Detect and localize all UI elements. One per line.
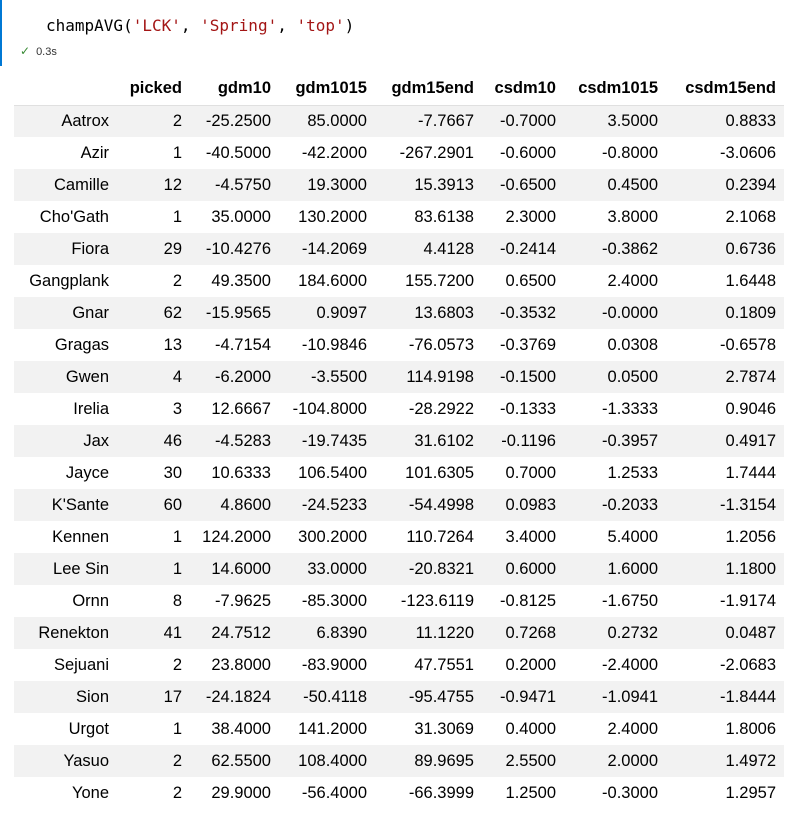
table-cell: 0.0308 xyxy=(607,335,658,354)
dataframe-table xyxy=(14,73,784,809)
table-cell: 3.8000 xyxy=(607,207,658,226)
table-cell: -10.4276 xyxy=(205,239,271,258)
table-cell: 0.6000 xyxy=(505,559,556,578)
execution-status xyxy=(20,44,57,58)
table-cell: -0.8125 xyxy=(500,591,556,610)
table-cell: 141.2000 xyxy=(298,719,367,738)
code-editor[interactable] xyxy=(46,16,354,35)
row-index-label: Irelia xyxy=(73,399,109,418)
table-row xyxy=(14,777,784,809)
table-cell: -28.2922 xyxy=(408,399,474,418)
table-cell: -54.4998 xyxy=(408,495,474,514)
table-cell: 31.3069 xyxy=(414,719,474,738)
table-row xyxy=(14,713,784,745)
row-index-label: Gnar xyxy=(72,303,109,322)
table-cell: 83.6138 xyxy=(414,207,474,226)
table-cell: 15.3913 xyxy=(414,175,474,194)
table-cell: 1.8006 xyxy=(725,719,776,738)
table-cell: 8 xyxy=(172,591,182,610)
table-row xyxy=(14,169,784,201)
table-cell: 3 xyxy=(172,399,182,418)
table-cell: 2.1068 xyxy=(725,207,776,226)
cell-focus-bar xyxy=(0,0,2,66)
table-cell: -1.9174 xyxy=(720,591,776,610)
table-cell: 4.8600 xyxy=(220,495,271,514)
table-cell: -0.2414 xyxy=(500,239,556,258)
table-cell: -4.5283 xyxy=(215,431,271,450)
table-cell: -3.0606 xyxy=(720,143,776,162)
table-cell: -95.4755 xyxy=(408,687,474,706)
table-cell: -7.7667 xyxy=(418,111,474,130)
table-cell: 1 xyxy=(172,719,182,738)
row-index-label: Camille xyxy=(53,175,109,194)
table-cell: -267.2901 xyxy=(399,143,474,162)
table-cell: 0.4500 xyxy=(607,175,658,194)
execution-time: 0.3s xyxy=(36,46,57,58)
table-cell: 0.0983 xyxy=(505,495,556,514)
row-index-label: Urgot xyxy=(68,719,109,738)
table-cell: -0.3532 xyxy=(500,303,556,322)
table-cell: -85.3000 xyxy=(301,591,367,610)
table-cell: 1 xyxy=(172,527,182,546)
table-cell: -20.8321 xyxy=(408,559,474,578)
table-row xyxy=(14,233,784,265)
table-cell: 2 xyxy=(172,751,182,770)
table-cell: 2.3000 xyxy=(505,207,556,226)
table-cell: 0.2732 xyxy=(607,623,658,642)
table-cell: 0.0500 xyxy=(607,367,658,386)
table-cell: 4.4128 xyxy=(423,239,474,258)
column-header: gdm10 xyxy=(190,73,279,105)
table-cell: -0.1500 xyxy=(500,367,556,386)
table-cell: 85.0000 xyxy=(307,111,367,130)
table-cell: 2.4000 xyxy=(607,719,658,738)
code-sep: , xyxy=(180,16,201,35)
row-index-label: Cho'Gath xyxy=(39,207,109,226)
column-header: picked xyxy=(117,73,190,105)
row-index-label: Yone xyxy=(71,783,109,802)
table-cell: 1.4972 xyxy=(725,751,776,770)
table-cell: 110.7264 xyxy=(406,527,474,546)
table-row xyxy=(14,681,784,713)
table-cell: -123.6119 xyxy=(400,591,474,610)
row-index-label: Gangplank xyxy=(29,271,109,290)
table-cell: -56.4000 xyxy=(301,783,367,802)
table-cell: 0.6500 xyxy=(505,271,556,290)
table-cell: -0.1196 xyxy=(501,431,556,450)
table-cell: 2.5500 xyxy=(505,751,556,770)
table-cell: -10.9846 xyxy=(301,335,367,354)
table-cell: -0.3769 xyxy=(500,335,556,354)
table-cell: -14.2069 xyxy=(301,239,367,258)
table-cell: 114.9198 xyxy=(406,367,474,386)
table-cell: 14.6000 xyxy=(211,559,271,578)
row-index-label: Jax xyxy=(83,431,109,450)
table-row xyxy=(14,201,784,233)
table-cell: -40.5000 xyxy=(205,143,271,162)
table-cell: 19.3000 xyxy=(307,175,367,194)
row-index-label: Sejuani xyxy=(53,655,109,674)
table-cell: 108.4000 xyxy=(298,751,367,770)
row-index-label: Fiora xyxy=(71,239,109,258)
code-close: ) xyxy=(344,16,355,35)
table-cell: -0.3957 xyxy=(602,431,658,450)
table-cell: 300.2000 xyxy=(298,527,367,546)
table-cell: 2 xyxy=(172,271,182,290)
row-index-label: Azir xyxy=(80,143,109,162)
table-cell: 13 xyxy=(163,335,182,354)
table-cell: 130.2000 xyxy=(298,207,367,226)
code-arg-split: 'Spring' xyxy=(200,16,278,35)
table-cell: 1 xyxy=(172,143,182,162)
row-index-label: Jayce xyxy=(65,463,109,482)
table-cell: 2.4000 xyxy=(607,271,658,290)
table-cell: 0.1809 xyxy=(725,303,776,322)
code-cell[interactable] xyxy=(0,0,804,67)
table-cell: 46 xyxy=(163,431,182,450)
table-row xyxy=(14,585,784,617)
table-row xyxy=(14,649,784,681)
table-cell: 0.9046 xyxy=(725,399,776,418)
table-row xyxy=(14,553,784,585)
table-cell: 60 xyxy=(163,495,182,514)
table-cell: -1.0941 xyxy=(602,687,658,706)
table-row xyxy=(14,137,784,169)
table-cell: -2.0683 xyxy=(720,655,776,674)
table-cell: 62 xyxy=(163,303,182,322)
table-row xyxy=(14,361,784,393)
table-cell: 124.2000 xyxy=(202,527,271,546)
table-cell: 0.0487 xyxy=(725,623,776,642)
code-sep: , xyxy=(277,16,297,35)
table-cell: 101.6305 xyxy=(405,463,474,482)
table-cell: 2.0000 xyxy=(607,751,658,770)
table-cell: 1.7444 xyxy=(725,463,776,482)
table-cell: 0.2000 xyxy=(505,655,556,674)
row-index-label: Gragas xyxy=(54,335,109,354)
table-cell: -104.8000 xyxy=(292,399,367,418)
table-cell: -0.6500 xyxy=(500,175,556,194)
table-cell: -1.6750 xyxy=(602,591,658,610)
table-cell: -2.4000 xyxy=(602,655,658,674)
table-cell: 0.4000 xyxy=(505,719,556,738)
row-index-label: Lee Sin xyxy=(53,559,109,578)
table-cell: 1 xyxy=(172,559,182,578)
table-cell: -0.8000 xyxy=(602,143,658,162)
table-cell: 1.2533 xyxy=(607,463,658,482)
column-header: gdm1015 xyxy=(279,73,375,105)
column-header: csdm1015 xyxy=(564,73,666,105)
table-cell: 41 xyxy=(163,623,182,642)
table-cell: -83.9000 xyxy=(301,655,367,674)
table-cell: 0.7268 xyxy=(505,623,556,642)
table-cell: -3.5500 xyxy=(311,367,367,386)
table-cell: 184.6000 xyxy=(298,271,367,290)
table-cell: 30 xyxy=(163,463,182,482)
table-cell: -15.9565 xyxy=(205,303,271,322)
table-cell: 3.4000 xyxy=(505,527,556,546)
table-cell: 49.3500 xyxy=(211,271,271,290)
table-row xyxy=(14,265,784,297)
table-cell: -1.8444 xyxy=(720,687,776,706)
table-cell: -0.0000 xyxy=(602,303,658,322)
cell-output xyxy=(0,66,804,821)
table-cell: 13.6803 xyxy=(414,303,474,322)
table-cell: 2 xyxy=(172,783,182,802)
table-cell: 1.1800 xyxy=(725,559,776,578)
table-cell: -0.3000 xyxy=(602,783,658,802)
table-cell: 3.5000 xyxy=(607,111,658,130)
table-row xyxy=(14,393,784,425)
table-cell: -0.6578 xyxy=(720,335,776,354)
table-cell: 1 xyxy=(172,207,182,226)
table-cell: -0.1333 xyxy=(500,399,556,418)
table-cell: 62.5500 xyxy=(211,751,271,770)
code-function: champAVG( xyxy=(46,16,133,35)
row-index-label: K'Sante xyxy=(51,495,109,514)
table-cell: 38.4000 xyxy=(211,719,271,738)
table-cell: -1.3154 xyxy=(720,495,776,514)
table-cell: 0.4917 xyxy=(725,431,776,450)
table-cell: 47.7551 xyxy=(414,655,474,674)
row-index-label: Yasuo xyxy=(63,751,109,770)
table-cell: -7.9625 xyxy=(215,591,271,610)
table-cell: 24.7512 xyxy=(211,623,271,642)
table-cell: 155.7200 xyxy=(405,271,474,290)
table-cell: 29.9000 xyxy=(211,783,271,802)
table-row xyxy=(14,521,784,553)
table-row xyxy=(14,489,784,521)
table-cell: 5.4000 xyxy=(607,527,658,546)
table-cell: -4.7154 xyxy=(215,335,271,354)
table-row xyxy=(14,105,784,137)
code-arg-role: 'top' xyxy=(296,16,345,35)
table-cell: 1.2056 xyxy=(725,527,776,546)
table-row xyxy=(14,745,784,777)
row-index-label: Kennen xyxy=(52,527,109,546)
table-cell: 4 xyxy=(172,367,182,386)
table-cell: 1.2957 xyxy=(725,783,776,802)
row-index-label: Aatrox xyxy=(61,111,109,130)
row-index-label: Gwen xyxy=(65,367,109,386)
table-cell: -0.9471 xyxy=(500,687,556,706)
table-cell: -0.3862 xyxy=(602,239,658,258)
table-cell: 31.6102 xyxy=(414,431,474,450)
code-arg-league: 'LCK' xyxy=(132,16,181,35)
table-cell: -0.6000 xyxy=(500,143,556,162)
table-row xyxy=(14,617,784,649)
table-row xyxy=(14,329,784,361)
table-row xyxy=(14,425,784,457)
table-cell: 11.1220 xyxy=(415,623,474,642)
table-cell: 1.6448 xyxy=(725,271,776,290)
table-cell: 2 xyxy=(172,655,182,674)
table-cell: -0.7000 xyxy=(500,111,556,130)
index-header xyxy=(14,73,117,105)
table-cell: 0.9097 xyxy=(316,303,367,322)
table-row xyxy=(14,457,784,489)
table-cell: 0.2394 xyxy=(725,175,776,194)
table-cell: -1.3333 xyxy=(602,399,658,418)
table-cell: -76.0573 xyxy=(408,335,474,354)
table-cell: 35.0000 xyxy=(211,207,271,226)
table-cell: 10.6333 xyxy=(211,463,271,482)
table-cell: 2 xyxy=(172,111,182,130)
table-cell: -24.1824 xyxy=(205,687,271,706)
table-cell: 33.0000 xyxy=(307,559,367,578)
table-cell: 17 xyxy=(163,687,182,706)
table-cell: 1.2500 xyxy=(505,783,556,802)
row-index-label: Sion xyxy=(75,687,109,706)
table-cell: -25.2500 xyxy=(205,111,271,130)
table-row xyxy=(14,297,784,329)
table-cell: 0.8833 xyxy=(725,111,776,130)
table-cell: -4.5750 xyxy=(215,175,271,194)
table-cell: 0.7000 xyxy=(505,463,556,482)
table-cell: -6.2000 xyxy=(215,367,271,386)
header-row xyxy=(14,73,784,105)
check-icon: ✓ xyxy=(20,44,31,58)
table-cell: 0.6736 xyxy=(725,239,776,258)
table-cell: 12 xyxy=(163,175,182,194)
table-cell: -19.7435 xyxy=(301,431,367,450)
table-cell: -24.5233 xyxy=(301,495,367,514)
table-cell: -42.2000 xyxy=(301,143,367,162)
table-cell: -0.2033 xyxy=(602,495,658,514)
table-cell: -50.4118 xyxy=(303,687,367,706)
table-cell: -66.3999 xyxy=(408,783,474,802)
row-index-label: Renekton xyxy=(38,623,109,642)
table-cell: 6.8390 xyxy=(316,623,367,642)
row-index-label: Ornn xyxy=(72,591,109,610)
table-cell: 29 xyxy=(163,239,182,258)
column-header: gdm15end xyxy=(375,73,482,105)
table-cell: 23.8000 xyxy=(211,655,271,674)
table-cell: 12.6667 xyxy=(211,399,271,418)
column-header: csdm10 xyxy=(482,73,564,105)
table-cell: 106.5400 xyxy=(298,463,367,482)
table-cell: 1.6000 xyxy=(607,559,658,578)
column-header: csdm15end xyxy=(666,73,784,105)
table-cell: 2.7874 xyxy=(725,367,776,386)
table-cell: 89.9695 xyxy=(414,751,474,770)
